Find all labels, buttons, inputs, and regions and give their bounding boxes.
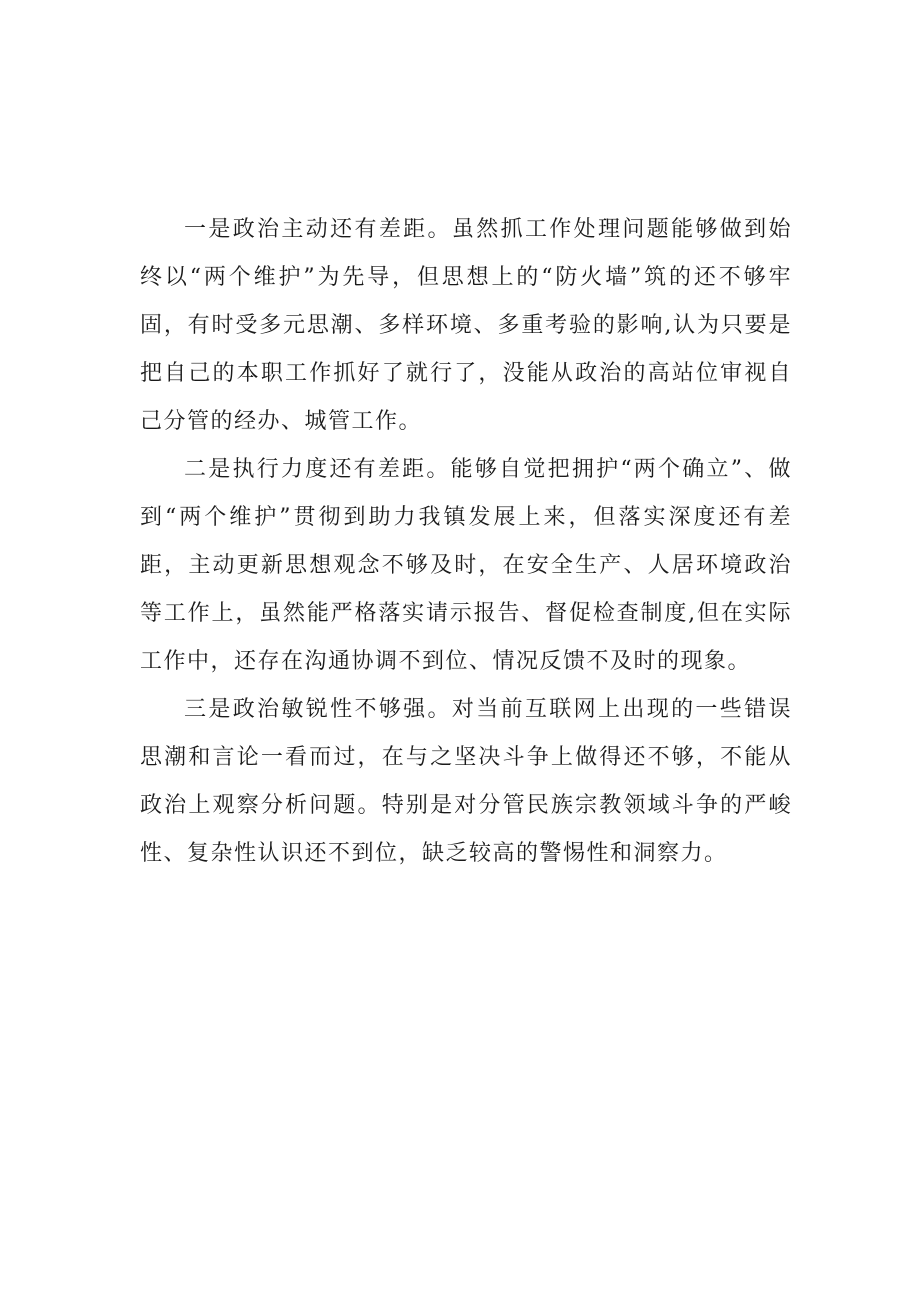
document-body <box>140 206 792 878</box>
paragraph-execution-strength: 二是执行力度还有差距。能够自觉把拥护“两个确立”、做到“两个维护”贯彻到助力我镇发展上来，但落实深度还有差距，主动更新思想观念不够及时，在安全生产、人居环境政治等工作上，虽然能严格落实请示报告、督促检查制度,但在实际工作中，还存在沟通协调不到位、情况反馈不及时的现象。 <box>140 457 792 674</box>
paragraph-political-initiative: 一是政治主动还有差距。虽然抓工作处理问题能够做到始终以“两个维护”为先导，但思想上的“防火墙”筑的还不够牢固，有时受多元思潮、多样环境、多重考验的影响,认为只要是把自己的本职工作抓好了就行了，没能从政治的高站位审视自己分管的经办、城管工作。 <box>140 217 792 434</box>
paragraph-political-sensitivity: 三是政治敏锐性不够强。对当前互联网上出现的一些错误思潮和言论一看而过，在与之坚决斗争上做得还不够，不能从政治上观察分析问题。特别是对分管民族宗教领域斗争的严峻性、复杂性认识还不到位，缺乏较高的警惕性和洞察力。 <box>140 697 792 866</box>
